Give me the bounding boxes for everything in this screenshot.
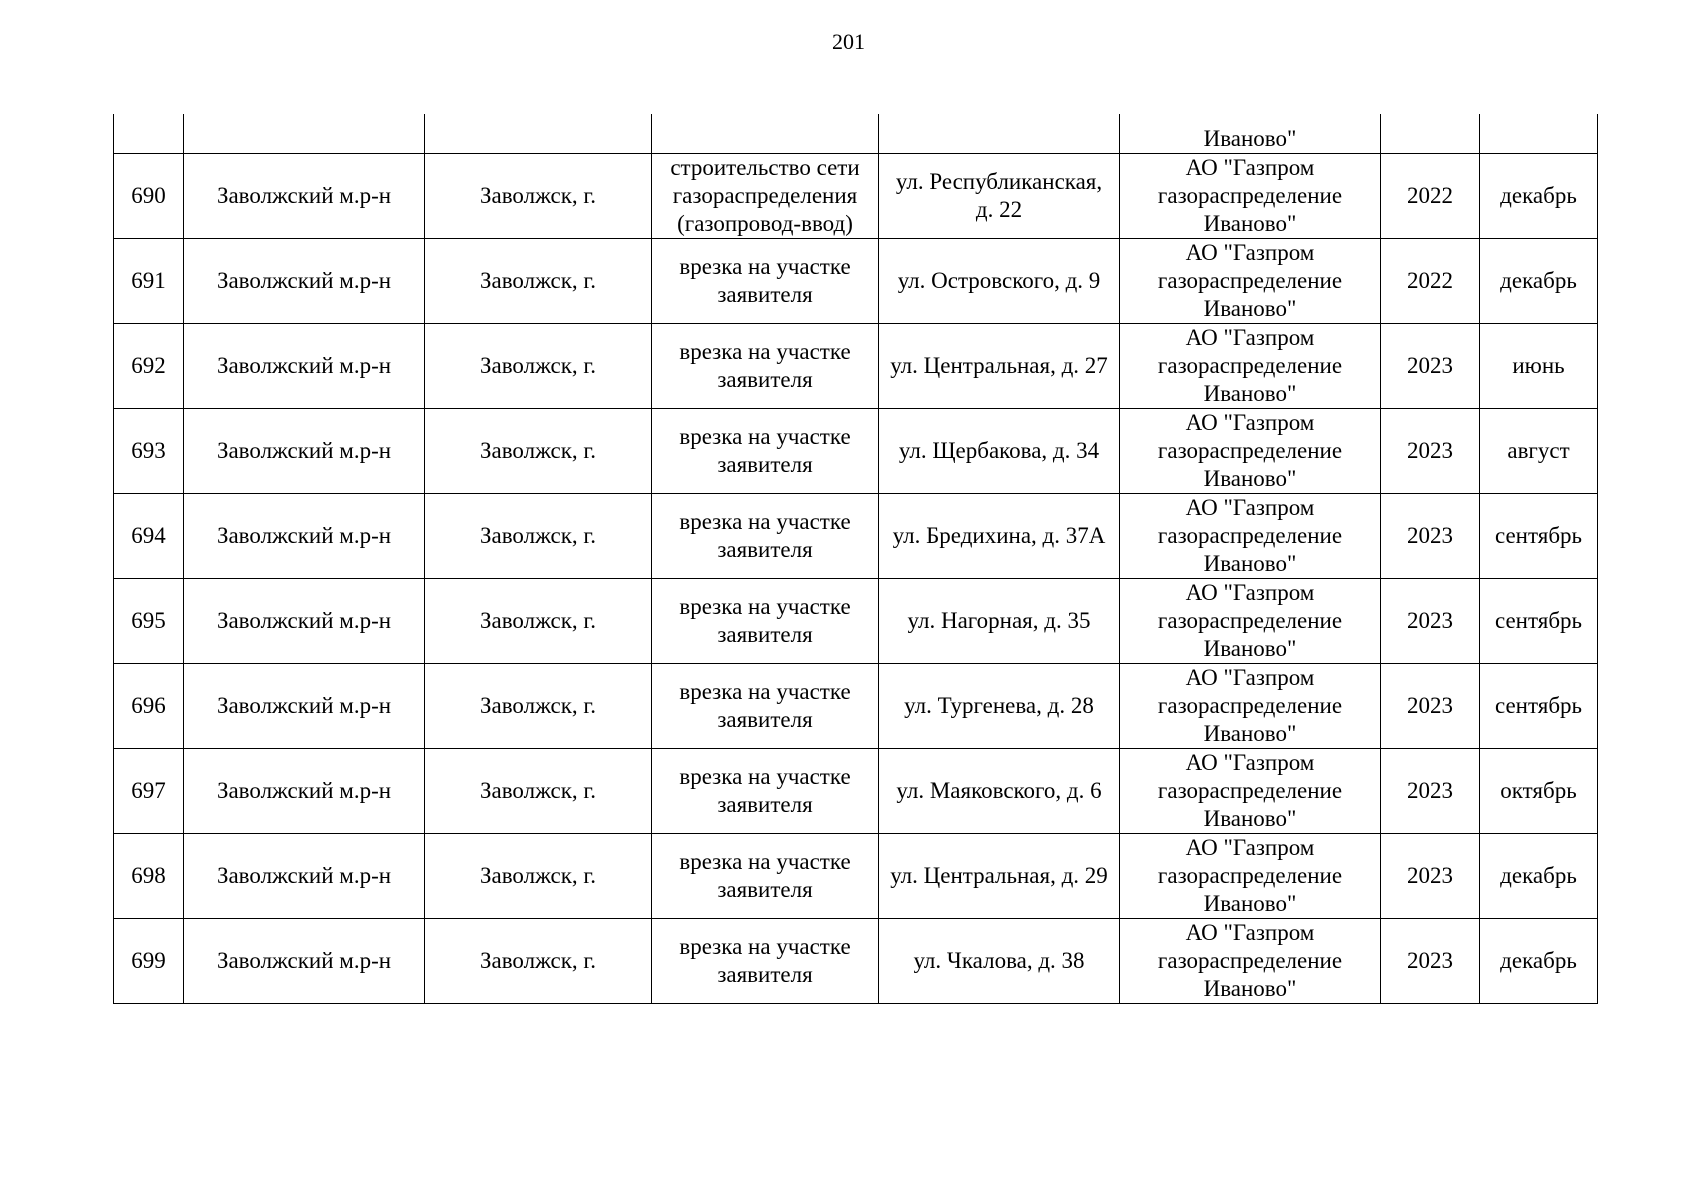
cell-work-type: строительство сети газораспределения (газопровод-ввод) xyxy=(652,153,879,238)
cell-num: 695 xyxy=(114,578,184,663)
cell-organization: АО "Газпром газораспределение Иваново" xyxy=(1120,748,1381,833)
cell-address xyxy=(879,114,1120,153)
cell-address: ул. Щербакова, д. 34 xyxy=(879,408,1120,493)
cell-address: ул. Чкалова, д. 38 xyxy=(879,918,1120,1003)
cell-work-type: врезка на участке заявителя xyxy=(652,578,879,663)
cell-address: ул. Республиканская, д. 22 xyxy=(879,153,1120,238)
cell-district: Заволжский м.р-н xyxy=(184,323,425,408)
cell-work-type: врезка на участке заявителя xyxy=(652,408,879,493)
cell-num xyxy=(114,114,184,153)
cell-num: 693 xyxy=(114,408,184,493)
cell-year: 2022 xyxy=(1381,153,1480,238)
cell-month: сентябрь xyxy=(1480,578,1598,663)
cell-address: ул. Островского, д. 9 xyxy=(879,238,1120,323)
cell-month: сентябрь xyxy=(1480,663,1598,748)
cell-work-type: врезка на участке заявителя xyxy=(652,663,879,748)
cell-address: ул. Нагорная, д. 35 xyxy=(879,578,1120,663)
page-number: 201 xyxy=(832,29,865,54)
cell-address: ул. Бредихина, д. 37А xyxy=(879,493,1120,578)
cell-work-type: врезка на участке заявителя xyxy=(652,323,879,408)
cell-organization: АО "Газпром газораспределение Иваново" xyxy=(1120,493,1381,578)
cell-district: Заволжский м.р-н xyxy=(184,408,425,493)
cell-month: сентябрь xyxy=(1480,493,1598,578)
continuation-row xyxy=(114,114,1598,153)
cell-num: 696 xyxy=(114,663,184,748)
cell-address: ул. Маяковского, д. 6 xyxy=(879,748,1120,833)
cell-locality: Заволжск, г. xyxy=(425,748,652,833)
cell-locality: Заволжск, г. xyxy=(425,918,652,1003)
cell-num: 699 xyxy=(114,918,184,1003)
cell-district: Заволжский м.р-н xyxy=(184,918,425,1003)
cell-num: 698 xyxy=(114,833,184,918)
cell-work-type: врезка на участке заявителя xyxy=(652,833,879,918)
cell-year: 2023 xyxy=(1381,578,1480,663)
cell-num: 692 xyxy=(114,323,184,408)
cell-year: 2023 xyxy=(1381,833,1480,918)
cell-organization: АО "Газпром газораспределение Иваново" xyxy=(1120,408,1381,493)
cell-month: декабрь xyxy=(1480,153,1598,238)
cell-district: Заволжский м.р-н xyxy=(184,493,425,578)
cell-locality: Заволжск, г. xyxy=(425,493,652,578)
cell-work-type xyxy=(652,114,879,153)
cell-organization: АО "Газпром газораспределение Иваново" xyxy=(1120,663,1381,748)
cell-num: 690 xyxy=(114,153,184,238)
cell-organization: Иваново" xyxy=(1120,114,1381,153)
cell-num: 697 xyxy=(114,748,184,833)
cell-year: 2022 xyxy=(1381,238,1480,323)
cell-month: декабрь xyxy=(1480,833,1598,918)
cell-num: 694 xyxy=(114,493,184,578)
cell-year: 2023 xyxy=(1381,408,1480,493)
table-row xyxy=(114,408,1598,493)
cell-district: Заволжский м.р-н xyxy=(184,578,425,663)
cell-year: 2023 xyxy=(1381,493,1480,578)
cell-locality: Заволжск, г. xyxy=(425,153,652,238)
cell-month: июнь xyxy=(1480,323,1598,408)
data-table xyxy=(113,114,1598,1004)
cell-year: 2023 xyxy=(1381,663,1480,748)
cell-address: ул. Тургенева, д. 28 xyxy=(879,663,1120,748)
cell-district xyxy=(184,114,425,153)
cell-district: Заволжский м.р-н xyxy=(184,153,425,238)
cell-work-type: врезка на участке заявителя xyxy=(652,238,879,323)
cell-locality: Заволжск, г. xyxy=(425,323,652,408)
table-row xyxy=(114,833,1598,918)
cell-month xyxy=(1480,114,1598,153)
cell-work-type: врезка на участке заявителя xyxy=(652,748,879,833)
cell-district: Заволжский м.р-н xyxy=(184,833,425,918)
cell-month: октябрь xyxy=(1480,748,1598,833)
cell-month: декабрь xyxy=(1480,918,1598,1003)
cell-district: Заволжский м.р-н xyxy=(184,748,425,833)
cell-organization: АО "Газпром газораспределение Иваново" xyxy=(1120,153,1381,238)
cell-address: ул. Центральная, д. 27 xyxy=(879,323,1120,408)
cell-locality: Заволжск, г. xyxy=(425,408,652,493)
cell-num: 691 xyxy=(114,238,184,323)
cell-locality: Заволжск, г. xyxy=(425,833,652,918)
cell-organization: АО "Газпром газораспределение Иваново" xyxy=(1120,238,1381,323)
table-row xyxy=(114,663,1598,748)
table-row xyxy=(114,918,1598,1003)
table-row xyxy=(114,578,1598,663)
cell-organization: АО "Газпром газораспределение Иваново" xyxy=(1120,323,1381,408)
cell-locality: Заволжск, г. xyxy=(425,578,652,663)
cell-work-type: врезка на участке заявителя xyxy=(652,918,879,1003)
table-row xyxy=(114,323,1598,408)
cell-year xyxy=(1381,114,1480,153)
table-row xyxy=(114,493,1598,578)
cell-district: Заволжский м.р-н xyxy=(184,238,425,323)
cell-year: 2023 xyxy=(1381,323,1480,408)
cell-year: 2023 xyxy=(1381,748,1480,833)
cell-organization: АО "Газпром газораспределение Иваново" xyxy=(1120,918,1381,1003)
cell-organization: АО "Газпром газораспределение Иваново" xyxy=(1120,578,1381,663)
cell-month: декабрь xyxy=(1480,238,1598,323)
cell-locality xyxy=(425,114,652,153)
cell-year: 2023 xyxy=(1381,918,1480,1003)
cell-address: ул. Центральная, д. 29 xyxy=(879,833,1120,918)
table-row xyxy=(114,238,1598,323)
cell-work-type: врезка на участке заявителя xyxy=(652,493,879,578)
table-row xyxy=(114,748,1598,833)
table-row xyxy=(114,153,1598,238)
cell-district: Заволжский м.р-н xyxy=(184,663,425,748)
cell-locality: Заволжск, г. xyxy=(425,663,652,748)
cell-month: август xyxy=(1480,408,1598,493)
cell-organization: АО "Газпром газораспределение Иваново" xyxy=(1120,833,1381,918)
cell-locality: Заволжск, г. xyxy=(425,238,652,323)
